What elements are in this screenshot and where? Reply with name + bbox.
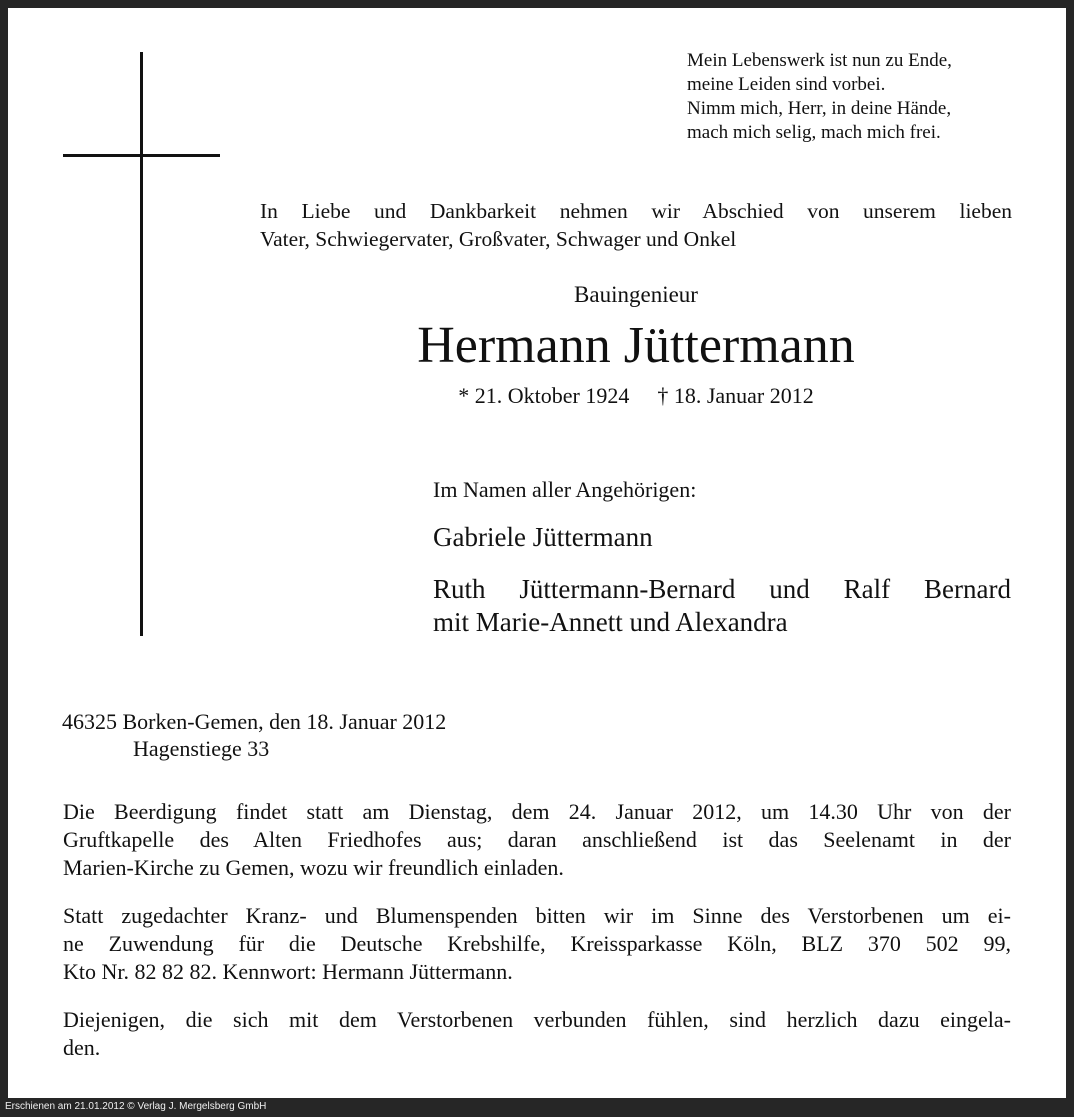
paragraph-line: Kto Nr. 82 82 82. Kennwort: Hermann Jüttermann.: [63, 959, 513, 984]
cross-icon-vertical-beam: [140, 52, 143, 636]
relative-name: Gabriele Jüttermann: [433, 522, 653, 552]
obituary-notice: [8, 8, 1066, 1098]
intro-line: Vater, Schwiegervater, Großvater, Schwager und Onkel: [260, 227, 737, 251]
paragraph-line: ne Zuwendung für die Deutsche Krebshilfe, Kreissparkasse Köln, BLZ 370 502 99,: [63, 931, 1011, 956]
paragraph-line: den.: [63, 1035, 101, 1060]
farewell-intro: [260, 197, 1012, 253]
street: Hagenstiege 33: [133, 736, 270, 761]
verse-line: Nimm mich, Herr, in deine Hände,: [687, 98, 952, 119]
verse-line: meine Leiden sind vorbei.: [687, 74, 886, 95]
death-date: † 18. Januar 2012: [657, 383, 814, 408]
deceased-name: Hermann Jüttermann: [417, 317, 855, 374]
address: [62, 708, 446, 762]
birth-date: * 21. Oktober 1924: [458, 383, 630, 408]
verse-line: mach mich selig, mach mich frei.: [687, 122, 941, 143]
life-dates: [260, 381, 1012, 411]
intro-line: In Liebe und Dankbarkeit nehmen wir Abschied von unserem lieben: [260, 199, 1012, 223]
paragraph-line: Statt zugedachter Kranz- und Blumenspenden bitten wir im Sinne des Verstorbenen um ei-: [63, 903, 1011, 928]
relative-family-line: mit Marie-Annett und Alexandra: [433, 607, 788, 637]
relative-family: [433, 573, 1011, 639]
publication-credit: Erschienen am 21.01.2012 © Verlag J. Mergelsberg GmbH: [5, 1101, 267, 1112]
cross-icon-horizontal-beam: [63, 154, 220, 157]
donation-paragraph: [63, 902, 1011, 986]
verse: [687, 49, 1047, 145]
paragraph-line: Gruftkapelle des Alten Friedhofes aus; daran anschließend ist das Seelenamt in der: [63, 827, 1011, 852]
paragraph-line: Die Beerdigung findet statt am Dienstag, dem 24. Januar 2012, um 14.30 Uhr von der: [63, 799, 1011, 824]
relative-family-line: Ruth Jüttermann-Bernard und Ralf Bernard: [433, 574, 1011, 604]
paragraph-line: Marien-Kirche zu Gemen, wozu wir freundlich einladen.: [63, 855, 564, 880]
invitation-paragraph: [63, 1006, 1011, 1062]
occupation: Bauingenieur: [574, 282, 698, 307]
paragraph-line: Diejenigen, die sich mit dem Verstorbenen verbunden fühlen, sind herzlich dazu eingela-: [63, 1007, 1011, 1032]
relatives-intro: Im Namen aller Angehörigen:: [433, 477, 697, 502]
funeral-paragraph: [63, 798, 1011, 882]
place-date: 46325 Borken-Gemen, den 18. Januar 2012: [62, 709, 447, 734]
verse-line: Mein Lebenswerk ist nun zu Ende,: [687, 50, 952, 71]
